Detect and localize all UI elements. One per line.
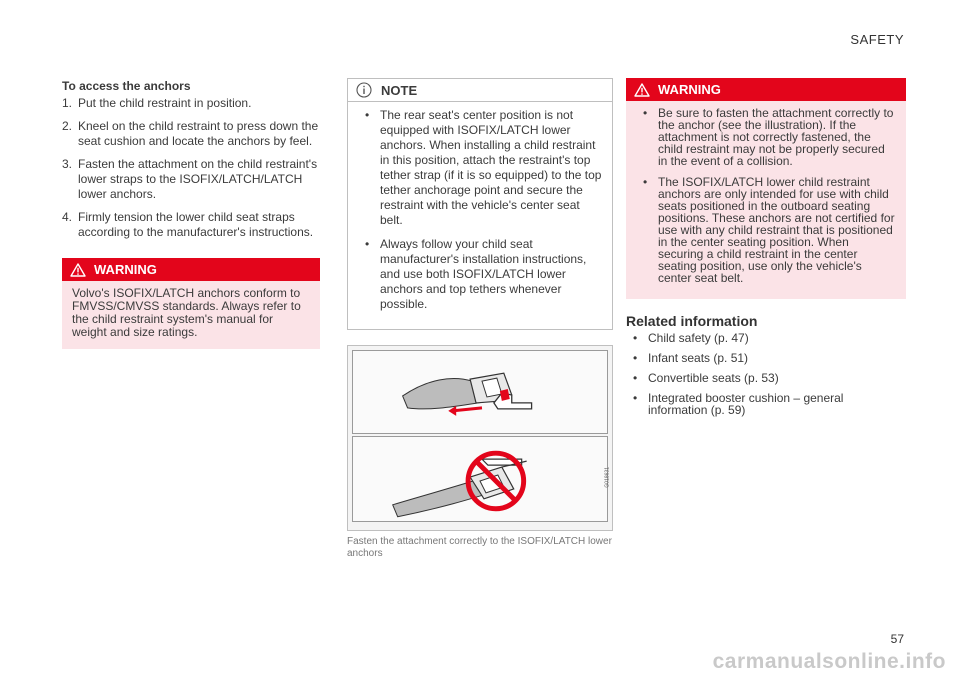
related-link-booster-cushion[interactable]: • Integrated booster cushion – general information (p. 59): [626, 392, 906, 416]
figure-caption: Fasten the attachment correctly to the ISOFIX/LATCH lower anchors: [347, 536, 612, 559]
figure-code: G018631: [605, 467, 611, 488]
correct-attachment-drawing: [353, 351, 607, 433]
related-list: [626, 332, 906, 416]
anchor-illustration: [347, 345, 613, 531]
right-column: [626, 78, 906, 424]
related-link-infant-seats[interactable]: • Infant seats (p. 51): [626, 352, 906, 364]
step-text: Firmly tension the lower child seat straps according to the manufacturer's instructions.: [78, 210, 314, 239]
section-title: SAFETY: [850, 32, 904, 47]
related-link-convertible-seats[interactable]: • Convertible seats (p. 53): [626, 372, 906, 384]
note-body: [348, 102, 612, 329]
note-item: • The rear seat's center position is not equipped with ISOFIX/LATCH lower anchors. When installing a child restraint in this position, attach the restraint's top tether strap (if it is so equipped) to the top tether anchorage point and secure the restraint with the vehicle's center seat belt.: [358, 108, 602, 228]
step-number: 3.: [62, 157, 73, 171]
step-text: Fasten the attachment on the child restraint's lower straps to the ISOFIX/LATCH/LATCH lower anchors.: [78, 157, 318, 201]
step-item: [62, 210, 320, 240]
note-item: • Always follow your child seat manufacturer's installation instructions, and use both ISOFIX/LATCH lower anchors and top tethers whenever possible.: [358, 237, 602, 312]
steps-list: [62, 96, 320, 240]
warning-list: [636, 107, 896, 284]
warning-box-attachment: [626, 78, 906, 299]
related-link-child-safety[interactable]: • Child safety (p. 47): [626, 332, 906, 344]
warning-title: WARNING: [94, 262, 157, 277]
warning-triangle-icon: [634, 83, 650, 97]
step-item: [62, 96, 320, 111]
step-text: Put the child restraint in position.: [78, 96, 252, 110]
step-item: [62, 157, 320, 202]
warning-text: Volvo's ISOFIX/LATCH anchors conform to FMVSS/CMVSS standards. Always refer to the child restraint system's manual for weight and size ratings.: [72, 286, 301, 339]
steps-heading: To access the anchors: [62, 79, 191, 93]
step-number: 4.: [62, 210, 73, 224]
step-number: 1.: [62, 96, 73, 110]
step-item: [62, 119, 320, 149]
info-icon: [356, 82, 372, 98]
warning-header: [626, 78, 906, 101]
left-column: [62, 79, 320, 349]
correct-attachment-panel: [352, 350, 608, 434]
watermark: carmanualsonline.info: [712, 650, 946, 673]
note-title: NOTE: [381, 82, 418, 98]
step-number: 2.: [62, 119, 73, 133]
related-title: Related information: [626, 313, 758, 329]
page-number: 57: [890, 632, 904, 646]
note-list: [358, 108, 602, 312]
warning-body: [626, 101, 906, 299]
incorrect-attachment-drawing: [353, 437, 607, 521]
incorrect-attachment-panel: [352, 436, 611, 522]
warning-box-anchors: [62, 258, 320, 349]
warning-title: WARNING: [658, 82, 721, 97]
warning-item: • The ISOFIX/LATCH lower child restraint anchors are only intended for use with child seats positioned in the outboard seating positions. These anchors are not certified for use with any child restraint that is positioned in the center seating position. When securing a child restraint in the center seating position, use only the vehicle's center seat belt.: [636, 176, 896, 284]
note-header: [348, 79, 612, 102]
middle-column: [347, 78, 613, 560]
step-text: Kneel on the child restraint to press down the seat cushion and locate the anchors by feel.: [78, 119, 319, 148]
warning-triangle-icon: [70, 263, 86, 277]
warning-header: [62, 258, 320, 281]
warning-item: • Be sure to fasten the attachment correctly to the anchor (see the illustration). If the attachment is not correctly fastened, the child restraint may not be properly secured in the event of a collision.: [636, 107, 896, 167]
related-information: [626, 314, 906, 416]
note-box: [347, 78, 613, 330]
